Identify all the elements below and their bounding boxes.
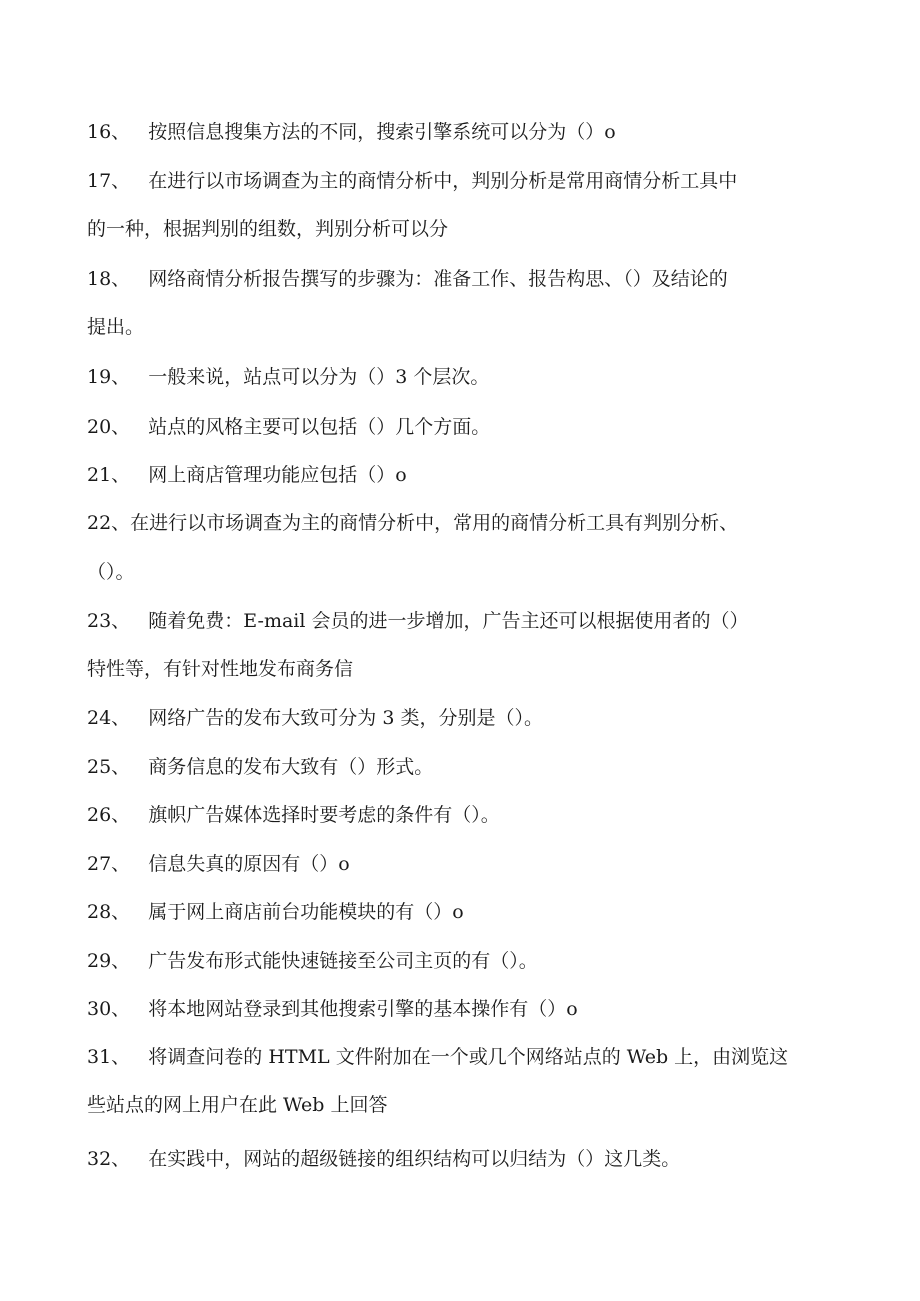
question-17: 17、 在进行以市场调查为主的商情分析中，判别分析是常用商情分析工具中: [87, 170, 738, 192]
question-21: 21、 网上商店管理功能应包括（）o: [87, 464, 407, 486]
question-17-continued: 的一种，根据判别的组数，判别分析可以分: [87, 218, 449, 240]
question-27: 27、 信息失真的原因有（）o: [87, 853, 350, 875]
question-18-continued: 提出。: [87, 316, 145, 338]
question-18: 18、 网络商情分析报告撰写的步骤为：准备工作、报告构思、（）及结论的: [87, 268, 728, 290]
question-23: 23、 随着免费：E-mail 会员的进一步增加，广告主还可以根据使用者的（）: [87, 610, 749, 632]
question-31-continued: 些站点的网上用户在此 Web 上回答: [87, 1094, 388, 1116]
question-19: 19、 一般来说，站点可以分为（）3 个层次。: [87, 366, 490, 388]
question-30: 30、 将本地网站登录到其他搜索引擎的基本操作有（）o: [87, 998, 578, 1020]
question-22-continued: （）。: [87, 561, 135, 583]
question-26: 26、 旗帜广告媒体选择时要考虑的条件有（）。: [87, 804, 500, 826]
question-20: 20、 站点的风格主要可以包括（）几个方面。: [87, 416, 491, 438]
question-23-continued: 特性等，有针对性地发布商务信: [87, 658, 354, 680]
question-24: 24、 网络广告的发布大致可分为 3 类，分别是（）。: [87, 707, 543, 729]
question-32: 32、 在实践中，网站的超级链接的组织结构可以归结为（）这几类。: [87, 1148, 681, 1170]
question-16: 16、 按照信息搜集方法的不同，搜索引擎系统可以分为（）o: [87, 121, 616, 143]
question-28: 28、 属于网上商店前台功能模块的有（）o: [87, 901, 464, 923]
question-31: 31、 将调查问卷的 HTML 文件附加在一个或几个网络站点的 Web 上，由浏览这: [87, 1046, 789, 1068]
question-29: 29、 广告发布形式能快速链接至公司主页的有（）。: [87, 950, 538, 972]
question-25: 25、 商务信息的发布大致有（）形式。: [87, 756, 434, 778]
question-22: 22、在进行以市场调查为主的商情分析中，常用的商情分析工具有判别分析、: [87, 512, 739, 534]
